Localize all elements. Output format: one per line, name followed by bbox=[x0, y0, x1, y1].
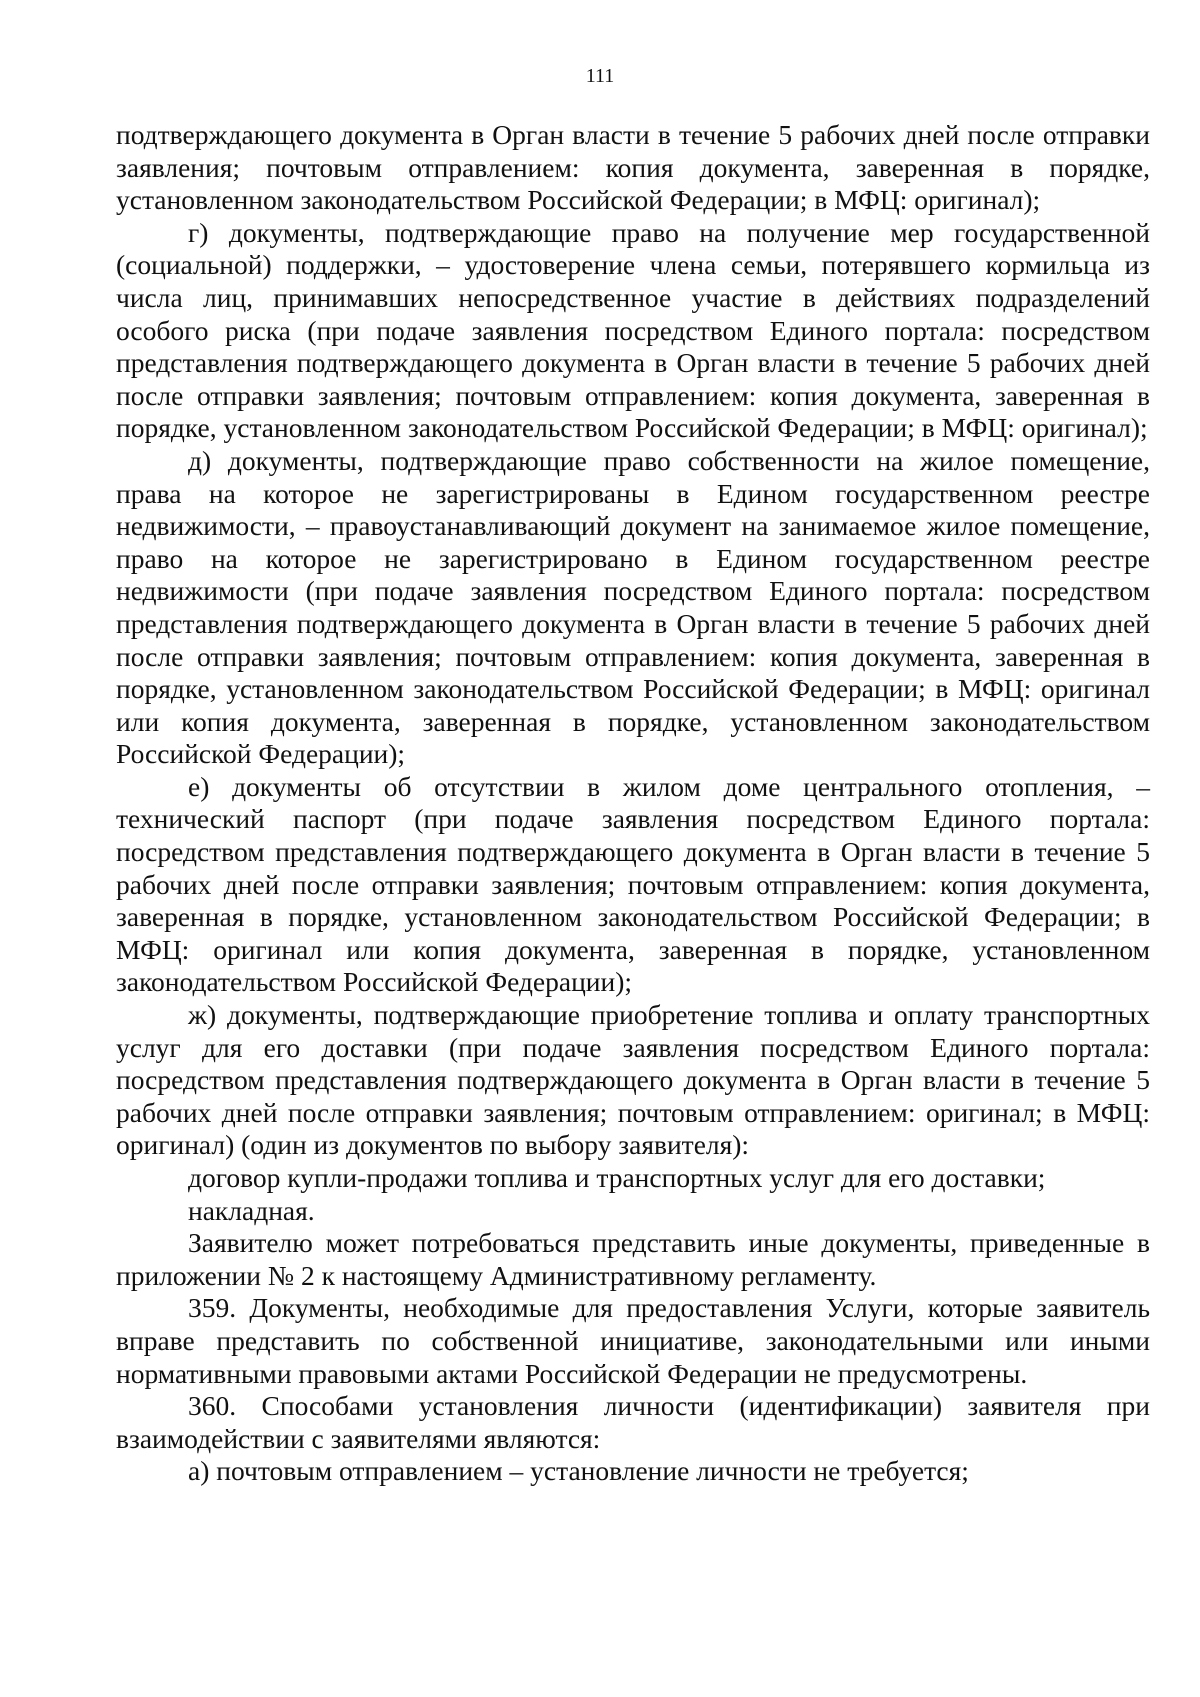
paragraph-item-g: г) документы, подтверждающие право на получение мер государственной (социальной) поддержки, – удостоверение члена семьи, потерявшего кормильца из числа лиц, принимавших непосредственное участие в действиях подразделений особого риска (при подаче заявления посредством Единого портала: посредством представления подтверждающего документа в Орган власти в течение 5 рабочих дней после отправки заявления; почтовым отправлением: копия документа, заверенная в порядке, установленном законодательством Российской Федерации; в МФЦ: оригинал); bbox=[116, 216, 1150, 444]
paragraph-360: 360. Способами установления личности (идентификации) заявителя при взаимодействии с заявителями являются: bbox=[116, 1390, 1150, 1454]
paragraph-item-d: д) документы, подтверждающие право собственности на жилое помещение, права на которое не зарегистрированы в Едином государственном реестре недвижимости, – правоустанавливающий документ на занимаемое жилое помещение, право на которое не зарегистрировано в Едином государственном реестре недвижимости (при подаче заявления посредством Единого портала: посредством представления подтверждающего документа в Орган власти в течение 5 рабочих дней после отправки заявления; почтовым отправлением: копия документа, заверенная в порядке, установленном законодательством Российской Федерации; в МФЦ: оригинал или копия документа, заверенная в порядке, установленном законодательством Российской Федерации); bbox=[116, 444, 1150, 770]
paragraph-359: 359. Документы, необходимые для предоставления Услуги, которые заявитель вправе представить по собственной инициативе, законодательными или иными нормативными правовыми актами Российской Федерации не предусмотрены. bbox=[116, 1292, 1150, 1389]
paragraph-option-contract: договор купли-продажи топлива и транспортных услуг для его доставки; bbox=[188, 1162, 1046, 1193]
page-body bbox=[116, 119, 1150, 1488]
page-number: 111 bbox=[585, 65, 615, 87]
paragraph-option-invoice: накладная. bbox=[188, 1194, 315, 1226]
paragraph-item-e: е) документы об отсутствии в жилом доме центрального отопления, – технический паспорт (при подаче заявления посредством Единого портала: посредством представления подтверждающего документа в Орган власти в течение 5 рабочих дней после отправки заявления; почтовым отправлением: копия документа, заверенная в порядке, установленном законодательством Российской Федерации; в МФЦ: оригинал или копия документа, заверенная в порядке, установленном законодательством Российской Федерации); bbox=[116, 770, 1150, 998]
paragraph-item-zh: ж) документы, подтверждающие приобретение топлива и оплату транспортных услуг для его доставки (при подаче заявления посредством Единого портала: посредством представления подтверждающего документа в Орган власти в течение 5 рабочих дней после отправки заявления; почтовым отправлением: оригинал; в МФЦ: оригинал) (один из документов по выбору заявителя): bbox=[116, 999, 1150, 1161]
paragraph-continuation: подтверждающего документа в Орган власти в течение 5 рабочих дней после отправки заявления; почтовым отправлением: копия документа, заверенная в порядке, установленном законодательством Российской Федерации; в МФЦ: оригинал); bbox=[116, 119, 1150, 216]
paragraph-item-a: а) почтовым отправлением – установление личности не требуется; bbox=[188, 1455, 969, 1487]
paragraph-other-documents: Заявителю может потребоваться представить иные документы, приведенные в приложении № 2 к настоящему Административному регламенту. bbox=[116, 1227, 1150, 1291]
